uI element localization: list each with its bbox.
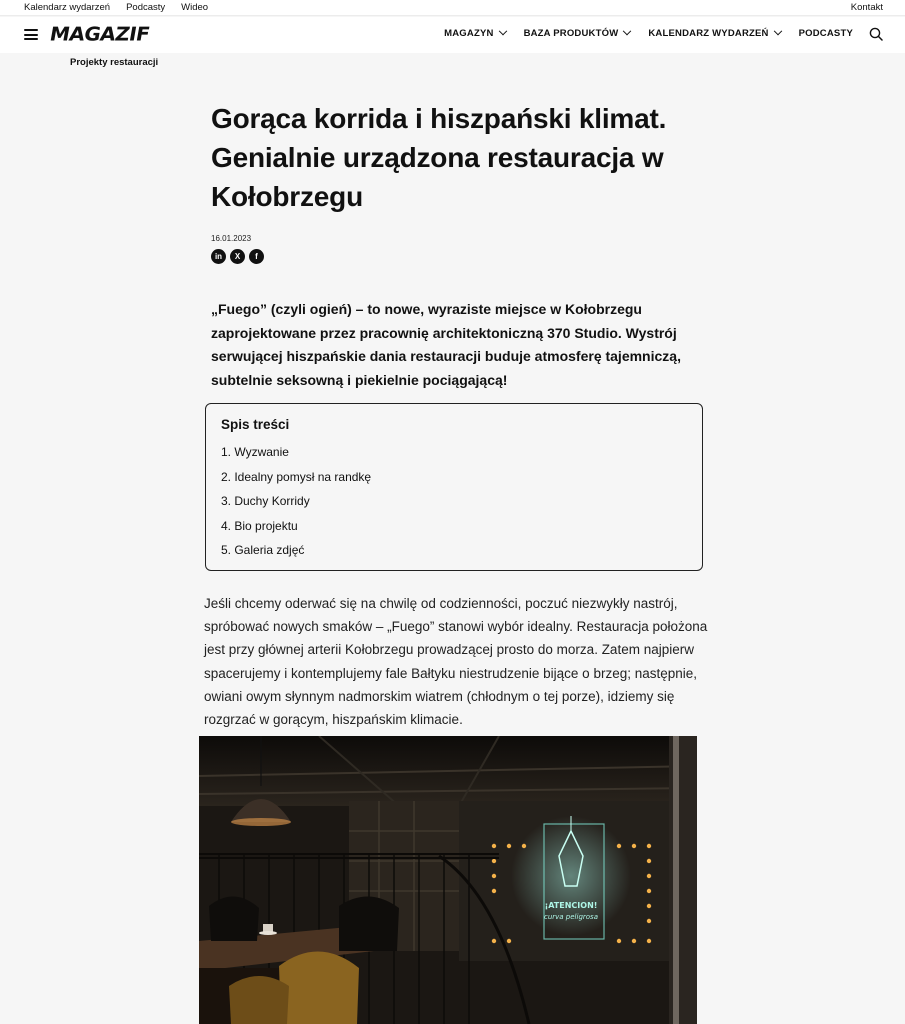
chevron-down-icon <box>773 26 781 34</box>
toc-item-galeria[interactable]: 5. Galeria zdjęć <box>221 543 305 557</box>
breadcrumb[interactable]: Projekty restauracji <box>70 57 159 68</box>
nav-item-kalendarz[interactable] <box>648 28 780 39</box>
article-photo <box>199 736 697 1024</box>
restaurant-interior-image <box>199 736 697 1024</box>
table-of-contents <box>205 403 703 571</box>
article-date: 16.01.2023 <box>211 234 252 243</box>
article-title: Gorąca korrida i hiszpański klimat. Genialnie urządzona restauracja w Kołobrzegu <box>211 103 667 212</box>
nav-item-label: PODCASTY <box>798 28 853 39</box>
nav-item-magazyn[interactable] <box>444 28 505 39</box>
toc-title: Spis treści <box>221 417 290 432</box>
chevron-down-icon <box>623 26 631 34</box>
facebook-icon[interactable]: f <box>249 249 264 264</box>
utility-link-wideo[interactable]: Wideo <box>181 2 209 13</box>
site-logo[interactable]: MAGAZIF <box>47 22 152 46</box>
neon-sign-line2: curva peligrosa <box>543 913 599 921</box>
nav-item-podcasty[interactable] <box>799 28 853 39</box>
utility-link-kontakt[interactable]: Kontakt <box>850 2 883 13</box>
hamburger-menu-icon[interactable] <box>24 29 38 40</box>
utility-links <box>24 2 208 13</box>
nav-item-label: BAZA PRODUKTÓW <box>523 28 619 39</box>
article-body-paragraph: Jeśli chcemy oderwać się na chwilę od codzienności, poczuć niezwykły nastrój, spróbować nowych smaków – „Fuego” stanowi wybór idealny. Restauracja położona jest przy głównej arterii Kołobrzegu prowadzącej prosto do morza. Zatem najpierw spacerujemy i kontemplujemy fale Bałtyku niestrudzenie bijące o brzeg; następnie, owiani owym słynnym nadmorskim wiatrem (chłodnym o tej porze), idziemy się rozgrzać w gorącym, hiszpańskim klimacie. <box>204 596 708 728</box>
utility-bar <box>0 0 905 16</box>
share-buttons <box>211 249 264 264</box>
nav-item-label: KALENDARZ WYDARZEŃ <box>648 28 769 39</box>
utility-link-kalendarz[interactable]: Kalendarz wydarzeń <box>24 2 111 13</box>
toc-item-duchy-korridy[interactable]: 3. Duchy Korridy <box>221 494 310 508</box>
search-icon[interactable] <box>869 27 883 41</box>
nav-item-baza-produktow[interactable] <box>524 28 631 39</box>
article-lead: „Fuego” (czyli ogień) – to nowe, wyraziste miejsce w Kołobrzegu zaprojektowane przez pracownię architektoniczną 370 Studio. Wystrój serwującej hiszpańskie dania restauracji buduje atmosferę tajemniczą, subtelnie seksowną i piekielnie pociągającą! <box>211 301 681 388</box>
x-twitter-icon[interactable]: X <box>230 249 245 264</box>
main-menu <box>444 28 853 39</box>
linkedin-icon[interactable]: in <box>211 249 226 264</box>
toc-list <box>221 440 702 563</box>
nav-item-label: MAGAZYN <box>444 28 494 39</box>
utility-link-podcasty[interactable]: Podcasty <box>126 2 166 13</box>
toc-item-wyzwanie[interactable]: 1. Wyzwanie <box>221 445 289 459</box>
main-navbar <box>0 17 905 53</box>
chevron-down-icon <box>498 26 506 34</box>
neon-sign-line1: ¡ATENCION! <box>544 901 598 910</box>
toc-item-bio-projektu[interactable]: 4. Bio projektu <box>221 518 298 533</box>
toc-item-randka[interactable]: 2. Idealny pomysł na randkę <box>221 469 372 484</box>
